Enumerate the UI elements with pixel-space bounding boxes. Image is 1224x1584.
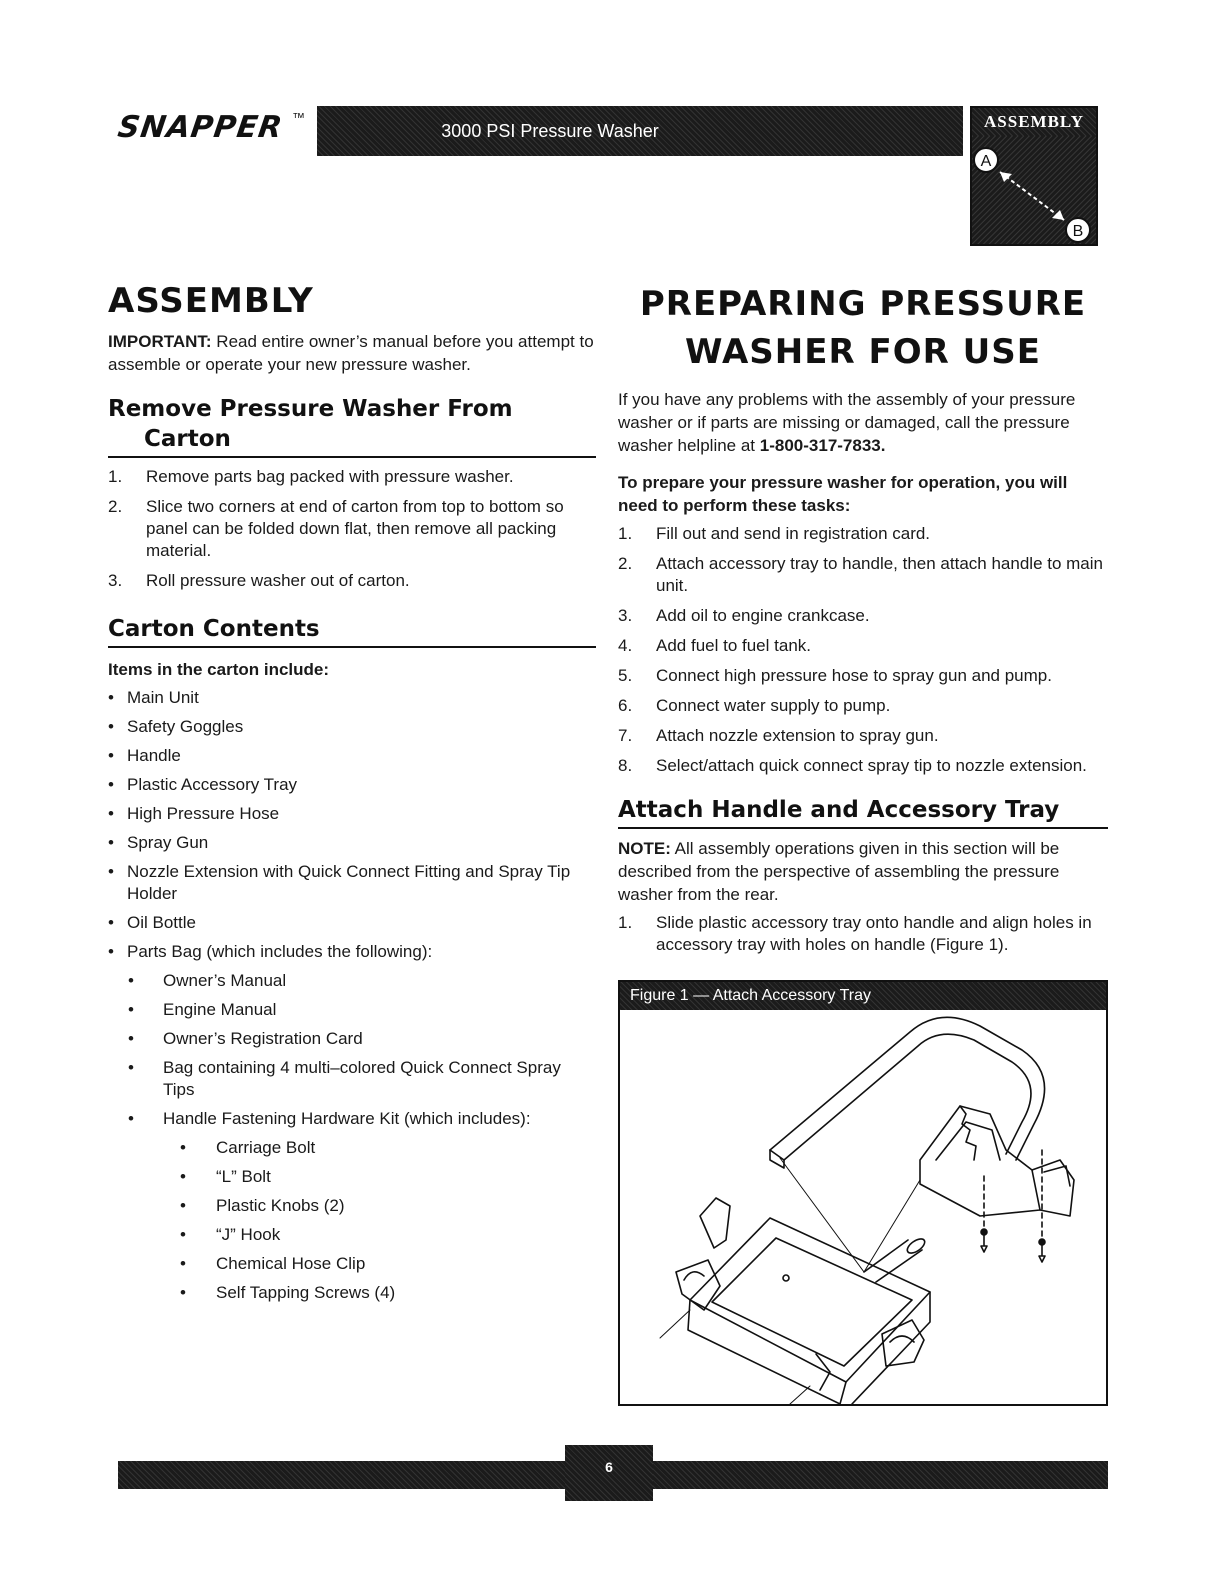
preparing-heading-line2: WASHER FOR USE: [685, 332, 1041, 372]
preparing-heading: [618, 280, 1108, 376]
step-text: Remove parts bag packed with pressure washer.: [146, 467, 514, 486]
carton-item-text: Engine Manual: [163, 1000, 277, 1019]
bullet-icon: •: [108, 804, 114, 823]
assembly-column: [108, 280, 596, 1311]
task-step: [618, 523, 1108, 545]
preparing-column: [618, 280, 1108, 964]
carton-item-text: “J” Hook: [216, 1225, 281, 1244]
assembly-section-badge: [970, 106, 1098, 246]
carton-item-text: Plastic Knobs (2): [216, 1196, 345, 1215]
remove-heading-line2: Carton: [144, 426, 231, 452]
carton-item-text: Safety Goggles: [127, 717, 244, 736]
product-title-bar: [317, 106, 963, 156]
task-step: [618, 665, 1108, 687]
carton-item: [108, 832, 596, 854]
carton-item: [108, 1282, 596, 1304]
figure-1: [618, 980, 1108, 1406]
step-number: 3.: [618, 606, 633, 625]
carton-item: [108, 1137, 596, 1159]
bullet-icon: •: [180, 1283, 186, 1302]
bullet-icon: •: [128, 971, 134, 990]
step-number: 5.: [618, 666, 633, 685]
task-step: [618, 635, 1108, 657]
task-step: [618, 553, 1108, 597]
important-notice: [108, 330, 596, 376]
step-text: Attach nozzle extension to spray gun.: [656, 726, 939, 745]
carton-item: [108, 999, 596, 1021]
important-label: IMPORTANT:: [108, 332, 212, 351]
frame-deck: [690, 1218, 930, 1382]
preparing-heading-line1: PREPARING PRESSURE: [639, 284, 1087, 324]
bracket-right-front: [882, 1320, 924, 1366]
figure-caption: Figure 1 — Attach Accessory Tray: [620, 982, 1106, 1010]
carton-item: [108, 1108, 596, 1130]
carton-item-text: Oil Bottle: [127, 913, 196, 932]
point-a-label: A: [980, 153, 992, 170]
step-number: 6.: [618, 696, 633, 715]
task-step: [618, 605, 1108, 627]
bullet-icon: •: [128, 1109, 134, 1128]
attach-step: [618, 912, 1108, 956]
frame-hole: [783, 1275, 789, 1281]
carton-item: [108, 1057, 596, 1101]
step-number: 1.: [618, 524, 633, 543]
carton-item: [108, 1166, 596, 1188]
handle-end-left: [770, 1150, 784, 1160]
carton-contents-heading: Carton Contents: [108, 614, 596, 648]
tasks-list: [618, 523, 1108, 777]
carton-item-text: Handle: [127, 746, 181, 765]
snapper-logo: SNAPPER: [115, 110, 286, 145]
intro-text: If you have any problems with the assembly of your pressure washer or if parts are missing or damaged, call the pressure washer helpline at: [618, 390, 1076, 455]
bullet-icon: •: [180, 1138, 186, 1157]
step-text: Slide plastic accessory tray onto handle and align holes in accessory tray with holes on handle (Figure 1).: [656, 913, 1092, 954]
note-paragraph: [618, 837, 1108, 906]
task-step: [618, 695, 1108, 717]
tray-bracket: [1032, 1160, 1074, 1216]
frame-side-edge: [852, 1292, 930, 1404]
task-step: [618, 755, 1108, 777]
carton-item: [108, 716, 596, 738]
carton-item: [108, 1253, 596, 1275]
accessory-tray-illustration: [620, 1010, 1106, 1404]
note-label: NOTE:: [618, 839, 671, 858]
bullet-icon: •: [128, 1029, 134, 1048]
bullet-icon: •: [128, 1058, 134, 1077]
bullet-icon: •: [108, 688, 114, 707]
carton-item: [108, 1028, 596, 1050]
step-number: 8.: [618, 756, 633, 775]
remove-from-carton-heading: [108, 394, 596, 458]
bullet-icon: •: [108, 717, 114, 736]
carton-item-text: Parts Bag (which includes the following):: [127, 942, 433, 961]
step-number: 1.: [618, 913, 633, 932]
step-number: 3.: [108, 571, 123, 590]
carton-item: [108, 774, 596, 796]
remove-step: [108, 570, 596, 592]
ground-line-left: [660, 1310, 690, 1338]
step-text: Fill out and send in registration card.: [656, 524, 931, 543]
step-text: Roll pressure washer out of carton.: [146, 571, 410, 590]
carton-item-text: High Pressure Hose: [127, 804, 280, 823]
assembly-heading: ASSEMBLY: [108, 281, 314, 321]
trademark-mark: ™: [292, 110, 305, 125]
frame-deck-inner: [712, 1238, 912, 1366]
remove-heading-line1: Remove Pressure Washer From: [108, 396, 513, 422]
carton-item: [108, 970, 596, 992]
carton-item: [108, 687, 596, 709]
helpline-paragraph: [618, 388, 1108, 457]
page-number-tab: [565, 1445, 653, 1501]
carton-item-text: Plastic Accessory Tray: [127, 775, 298, 794]
tray-tear-edge: [960, 1106, 976, 1160]
carton-item: [108, 1195, 596, 1217]
remove-step: [108, 466, 596, 488]
step-text: Add oil to engine crankcase.: [656, 606, 870, 625]
attach-steps-list: [618, 912, 1108, 956]
carton-item: [108, 1224, 596, 1246]
step-text: Slice two corners at end of carton from top to bottom so panel can be folded down flat, then remove all packing material.: [146, 497, 564, 560]
important-text: Read entire owner’s manual before you attempt to assemble or operate your new pressure washer.: [108, 332, 594, 374]
badge-label: ASSEMBLY: [972, 108, 1096, 136]
helpline-number: 1-800-317-7833.: [759, 436, 886, 455]
step-text: Select/attach quick connect spray tip to nozzle extension.: [656, 756, 1087, 775]
carton-item-text: Owner’s Manual: [163, 971, 287, 990]
a-to-b-icon: [972, 136, 1096, 244]
bullet-icon: •: [108, 833, 114, 852]
bracket-right-hook: [890, 1336, 914, 1342]
step-text: Connect high pressure hose to spray gun and pump.: [656, 666, 1052, 685]
carton-item-text: Carriage Bolt: [216, 1138, 316, 1157]
task-step: [618, 725, 1108, 747]
bullet-icon: •: [108, 862, 114, 881]
bullet-icon: •: [108, 942, 114, 961]
remove-step: [108, 496, 596, 562]
bullet-icon: •: [180, 1196, 186, 1215]
step-number: 2.: [108, 497, 123, 516]
bullet-icon: •: [180, 1254, 186, 1273]
tray-bracket-inner: [1044, 1166, 1070, 1186]
carton-item-text: Nozzle Extension with Quick Connect Fitting and Spray Tip Holder: [127, 862, 571, 903]
attach-handle-heading: Attach Handle and Accessory Tray: [618, 795, 1108, 829]
step-number: 1.: [108, 467, 123, 486]
bullet-icon: •: [108, 775, 114, 794]
step-number: 7.: [618, 726, 633, 745]
bracket-left-rear: [700, 1198, 730, 1248]
bullet-icon: •: [128, 1000, 134, 1019]
handle-tube-inner: [784, 1034, 1031, 1160]
step-text: Add fuel to fuel tank.: [656, 636, 811, 655]
ground-line-right: [790, 1386, 810, 1404]
carton-item: [108, 912, 596, 934]
screw-head-right: [1039, 1239, 1045, 1245]
remove-steps-list: [108, 466, 596, 592]
screw-head-left: [981, 1229, 987, 1235]
step-text: Connect water supply to pump.: [656, 696, 891, 715]
bracket-left-hook: [684, 1272, 704, 1280]
tasks-lead: To prepare your pressure washer for operation, you will need to perform these tasks:: [618, 473, 1068, 515]
carton-item: [108, 941, 596, 963]
carton-item: [108, 861, 596, 905]
carton-item-text: Main Unit: [127, 688, 199, 707]
step-text: Attach accessory tray to handle, then attach handle to main unit.: [656, 554, 1103, 595]
page-number: 6: [605, 1459, 613, 1475]
product-title: 3000 PSI Pressure Washer: [441, 121, 659, 141]
bullet-icon: •: [180, 1225, 186, 1244]
step-number: 4.: [618, 636, 633, 655]
carton-item-text: Chemical Hose Clip: [216, 1254, 366, 1273]
bullet-icon: •: [108, 913, 114, 932]
point-b-label: B: [1072, 223, 1084, 240]
handle-tube: [770, 1017, 1045, 1160]
carton-item-text: Owner’s Registration Card: [163, 1029, 363, 1048]
carton-item: [108, 803, 596, 825]
step-number: 2.: [618, 554, 633, 573]
contents-lead: Items in the carton include:: [108, 660, 330, 679]
carton-items-list: [108, 687, 596, 1304]
bullet-icon: •: [108, 746, 114, 765]
carton-item-text: “L” Bolt: [216, 1167, 271, 1186]
carton-item-text: Bag containing 4 multi–colored Quick Connect Spray Tips: [163, 1058, 561, 1099]
carton-item-text: Handle Fastening Hardware Kit (which includes):: [163, 1109, 531, 1128]
note-text: All assembly operations given in this section will be described from the perspective of assembling the pressure washer from the rear.: [618, 839, 1060, 904]
bullet-icon: •: [180, 1167, 186, 1186]
tube-end: [905, 1236, 927, 1256]
carton-item-text: Self Tapping Screws (4): [216, 1283, 396, 1302]
frame-front-edge: [688, 1300, 846, 1404]
carton-item-text: Spray Gun: [127, 833, 209, 852]
carton-item: [108, 745, 596, 767]
